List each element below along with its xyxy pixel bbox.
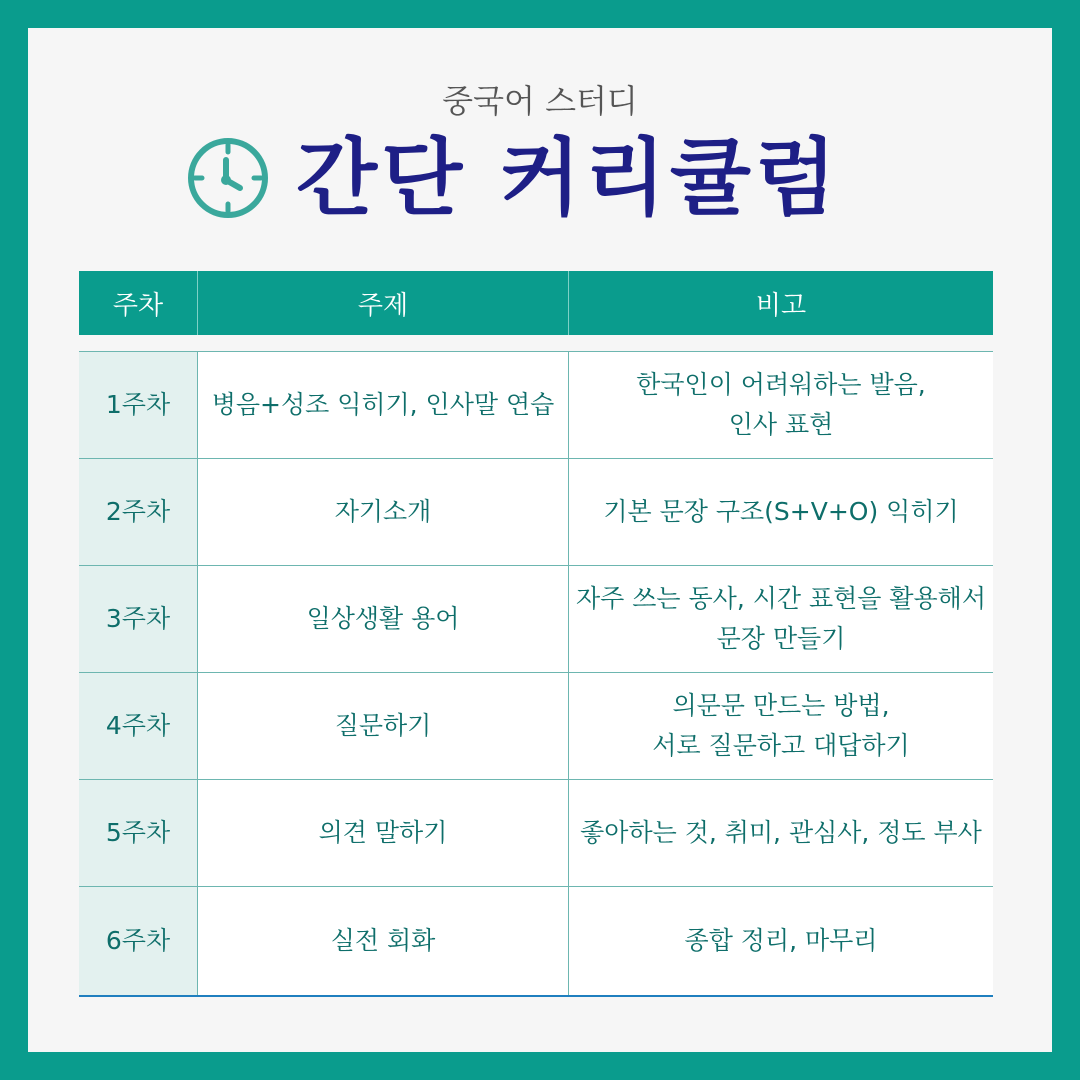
table-row xyxy=(79,673,993,780)
curriculum-table xyxy=(79,351,993,997)
column-header-topic: 주제 xyxy=(198,271,569,335)
page-title: 간단 커리큘럼 xyxy=(296,128,841,227)
table-row xyxy=(79,459,993,566)
week-cell: 5주차 xyxy=(79,780,198,886)
table-row xyxy=(79,352,993,459)
note-cell: 좋아하는 것, 취미, 관심사, 정도 부사 xyxy=(569,780,993,886)
topic-cell: 질문하기 xyxy=(198,673,569,779)
table-header xyxy=(79,271,993,335)
subtitle: 중국어 스터디 xyxy=(442,82,638,120)
table-row xyxy=(79,566,993,673)
clock-icon xyxy=(186,136,270,220)
column-header-note: 비고 xyxy=(755,290,807,321)
note-cell: 의문문 만드는 방법, 서로 질문하고 대답하기 xyxy=(569,673,993,779)
topic-cell: 병음+성조 익히기, 인사말 연습 xyxy=(198,352,569,458)
week-cell: 6주차 xyxy=(79,887,198,995)
topic-cell: 일상생활 용어 xyxy=(198,566,569,672)
topic-cell: 의견 말하기 xyxy=(198,780,569,886)
table-row xyxy=(79,887,993,995)
topic-cell: 실전 회화 xyxy=(198,887,569,995)
column-header-week: 주차 xyxy=(79,271,198,335)
title-row xyxy=(186,130,840,226)
note-cell: 한국인이 어려워하는 발음, 인사 표현 xyxy=(569,352,993,458)
week-cell: 2주차 xyxy=(79,459,198,565)
week-cell: 1주차 xyxy=(79,352,198,458)
week-cell: 3주차 xyxy=(79,566,198,672)
table-row xyxy=(79,780,993,887)
week-cell: 4주차 xyxy=(79,673,198,779)
note-cell: 자주 쓰는 동사, 시간 표현을 활용해서 문장 만들기 xyxy=(569,566,993,672)
note-cell: 기본 문장 구조(S+V+O) 익히기 xyxy=(569,459,993,565)
topic-cell: 자기소개 xyxy=(198,459,569,565)
note-cell: 종합 정리, 마무리 xyxy=(569,887,993,995)
